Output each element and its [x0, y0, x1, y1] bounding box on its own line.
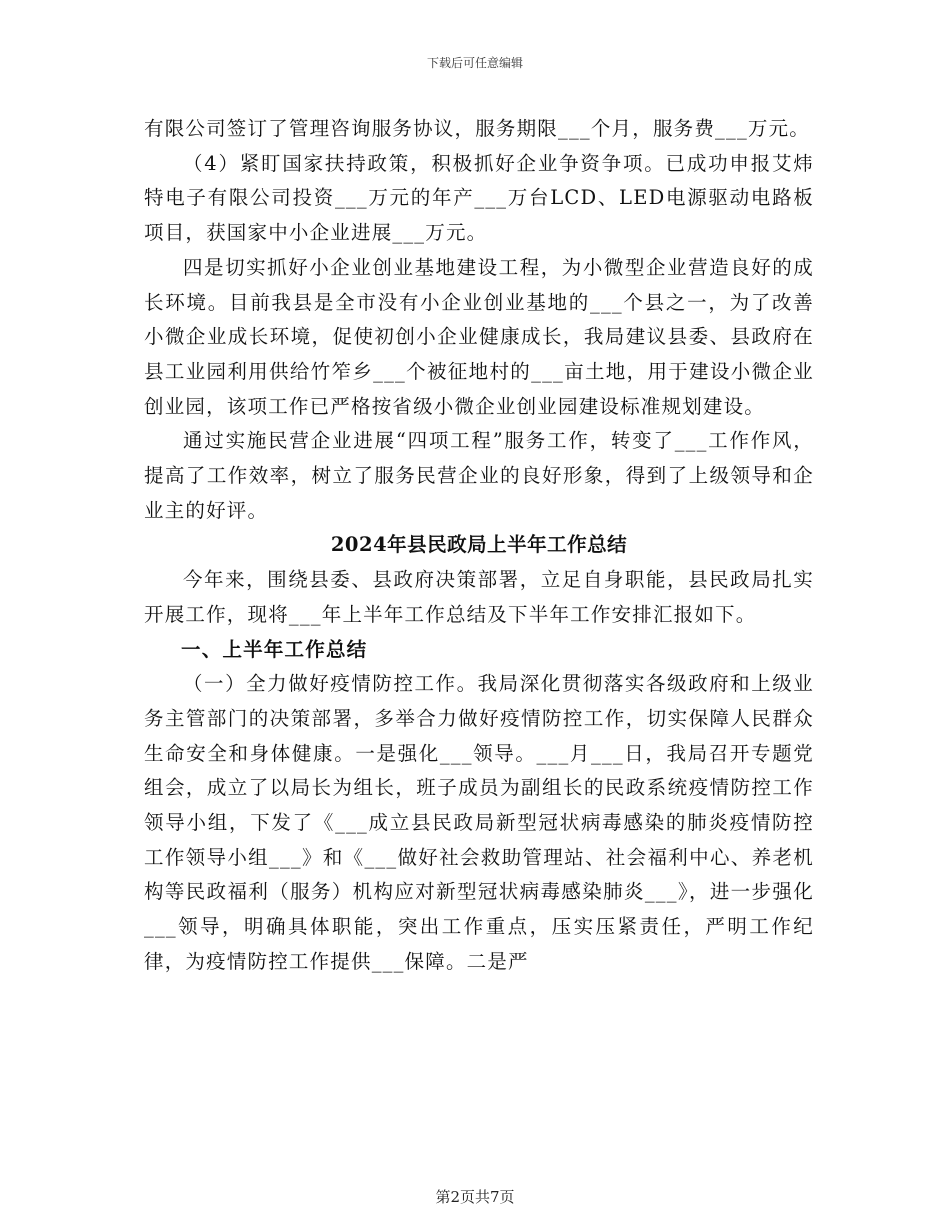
section-heading: 一、上半年工作总结: [181, 637, 368, 661]
document-body: [144, 112, 814, 980]
paragraph-continuation: 有限公司签订了管理咨询服务协议，服务期限___个月，服务费___万元。: [144, 117, 811, 140]
paragraph-epidemic-control: （一）全力做好疫情防控工作。我局深化贯彻落实各级政府和上级业务主管部门的决策部署，多举合力做好疫情防控工作，切实保障人民群众生命安全和身体健康。一是强化___领导。___月___日，我局召开专题党组会，成立了以局长为组长，班子成员为副组长的民政系统疫情防控工作领导小组，下发了《___成立县民政局新型冠状病毒感染的肺炎疫情防控工作领导小组___》和《___做好社会救助管理站、社会福利中心、养老机构等民政福利（服务）机构应对新型冠状病毒感染肺炎___》，进一步强化___领导，明确具体职能，突出工作重点，压实压紧责任，严明工作纪律，为疫情防控工作提供___保障。二是严: [144, 672, 814, 973]
paragraph-four-projects: 通过实施民营企业进展“四项工程”服务工作，转变了___工作作风，提高了工作效率，树立了服务民营企业的良好形象，得到了上级领导和企业主的好评。: [144, 429, 814, 522]
paragraph-policy-funding: （4）紧盯国家扶持政策，积极抓好企业争资争项。已成功申报艾炜特电子有限公司投资___万元的年产___万台LCD、LED电源驱动电路板项目，获国家中小企业进展___万元。: [144, 151, 814, 245]
paragraph-startup-base: 四是切实抓好小企业创业基地建设工程，为小微型企业营造良好的成长环境。目前我县是全市没有小企业创业基地的___个县之一，为了改善小微企业成长环境，促使初创小企业健康成长，我局建议县委、县政府在县工业园利用供给竹笮乡___个被征地村的___亩土地，用于建设小微企业创业园，该项工作已严格按省级小微企业创业园建设标准规划建设。: [144, 255, 814, 418]
document-title: 2024年县民政局上半年工作总结: [330, 533, 628, 557]
page-footer: 第2页共7页: [435, 1188, 515, 1206]
paragraph-intro: 今年来，围绕县委、县政府决策部署，立足自身职能，县民政局扎实开展工作，现将___年上半年工作总结及下半年工作安排汇报如下。: [144, 568, 814, 626]
page-header: 下载后可任意编辑: [426, 56, 523, 70]
